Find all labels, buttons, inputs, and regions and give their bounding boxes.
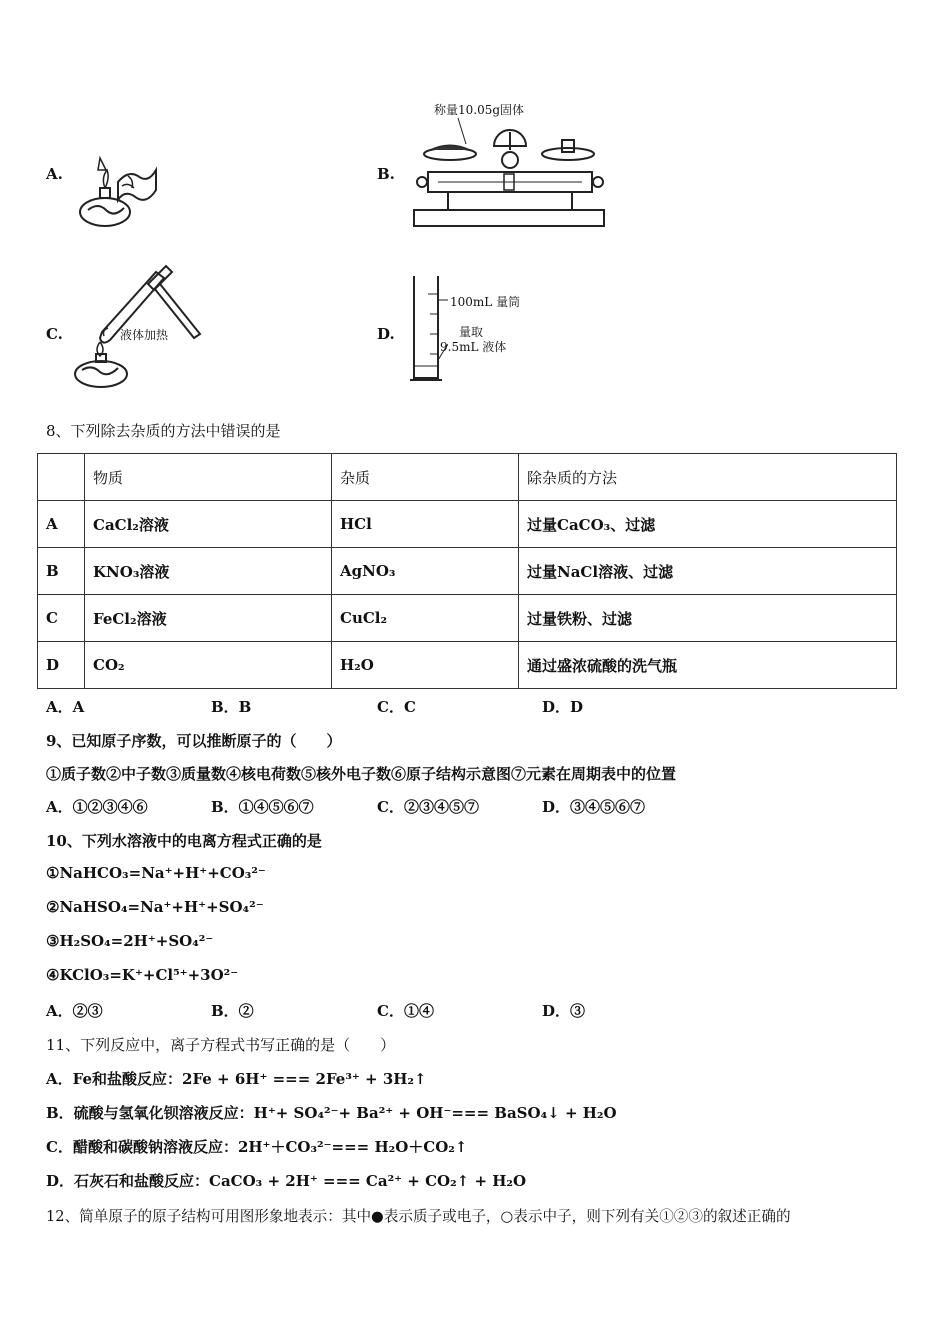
table-row — [38, 595, 897, 642]
table-header-cell — [38, 454, 85, 501]
q9-items: ①质子数②中子数③质量数④核电荷数⑤核外电子数⑥原子结构示意图⑦元素在周期表中的位置 — [46, 765, 677, 783]
q9-choice-d[interactable]: D．③④⑤⑥⑦ — [542, 798, 646, 816]
table-cell: HCl — [332, 501, 519, 548]
q12-stem: 12、简单原子的原子结构可用图形象地表示：其中●表示质子或电子，○表示中子，则下列有关①②③的叙述正确的 — [46, 1208, 791, 1225]
table-row — [38, 548, 897, 595]
q10-choice-a[interactable]: A．②③ — [46, 1002, 103, 1020]
table-cell: 过量NaCl溶液、过滤 — [519, 548, 897, 595]
q9-choice-a[interactable]: A．①②③④⑥ — [46, 798, 148, 816]
q11-option-d[interactable]: D．石灰石和盐酸反应：CaCO₃ + 2H⁺ === Ca²⁺ + CO₂↑ + H₂O — [46, 1172, 527, 1190]
test-tube-caption: 液体加热 — [120, 328, 169, 342]
q9-stem: 9、已知原子序数，可以推断原子的（ ） — [46, 732, 342, 750]
table-cell: C — [38, 595, 85, 642]
table-header-row — [38, 454, 897, 501]
table-header-cell: 物质 — [85, 454, 332, 501]
option-a-label: A. — [46, 165, 63, 183]
cylinder-caption-1: 100mL 量筒 — [450, 295, 521, 309]
q10-choice-c[interactable]: C．①④ — [377, 1002, 434, 1020]
table-cell: CuCl₂ — [332, 595, 519, 642]
table-cell: CaCl₂溶液 — [85, 501, 332, 548]
balance-caption: 称量10.05g固体 — [434, 103, 525, 117]
table-cell: 过量铁粉、过滤 — [519, 595, 897, 642]
table-row — [38, 642, 897, 689]
q11-option-b[interactable]: B．硫酸与氢氧化钡溶液反应：H⁺+ SO₄²⁻+ Ba²⁺ + OH⁻=== BaSO₄↓ + H₂O — [46, 1104, 617, 1122]
q10-eq-1: ①NaHCO₃=Na⁺+H⁺+CO₃²⁻ — [46, 864, 266, 882]
table-cell: AgNO₃ — [332, 548, 519, 595]
q8-choice-c[interactable]: C．C — [377, 698, 416, 716]
q9-choice-b[interactable]: B．①④⑤⑥⑦ — [211, 798, 314, 816]
q9-choice-c[interactable]: C．②③④⑤⑦ — [377, 798, 479, 816]
table-cell: A — [38, 501, 85, 548]
q8-choice-a[interactable]: A．A — [46, 698, 85, 716]
impurity-table — [37, 453, 897, 689]
q10-choice-d[interactable]: D．③ — [542, 1002, 586, 1020]
table-header-cell: 除杂质的方法 — [519, 454, 897, 501]
table-cell: D — [38, 642, 85, 689]
table-header-cell: 杂质 — [332, 454, 519, 501]
table-cell: 通过盛浓硫酸的洗气瓶 — [519, 642, 897, 689]
table-cell: CO₂ — [85, 642, 332, 689]
q8-choice-b[interactable]: B．B — [211, 698, 252, 716]
cylinder-caption-2a: 量取 — [459, 325, 484, 339]
q11-option-a[interactable]: A．Fe和盐酸反应：2Fe + 6H⁺ === 2Fe³⁺ + 3H₂↑ — [46, 1070, 427, 1088]
table-row — [38, 501, 897, 548]
option-b-label: B. — [377, 165, 395, 183]
q10-eq-3: ③H₂SO₄=2H⁺+SO₄²⁻ — [46, 932, 214, 950]
q11-option-c[interactable]: C．醋酸和碳酸钠溶液反应：2H⁺＋CO₃²⁻=== H₂O＋CO₂↑ — [46, 1138, 468, 1156]
q8-stem: 8、下列除去杂质的方法中错误的是 — [46, 422, 281, 440]
table-cell: FeCl₂溶液 — [85, 595, 332, 642]
graduated-cylinder-figure — [408, 274, 448, 386]
q10-choice-b[interactable]: B．② — [211, 1002, 254, 1020]
q10-stem: 10、下列水溶液中的电离方程式正确的是 — [46, 832, 322, 850]
table-cell: KNO₃溶液 — [85, 548, 332, 595]
cylinder-caption-2b: 9.5mL 液体 — [440, 340, 507, 354]
table-cell: H₂O — [332, 642, 519, 689]
q10-eq-4: ④KClO₃=K⁺+Cl⁵⁺+3O²⁻ — [46, 966, 239, 984]
alcohol-lamp-figure — [70, 150, 160, 232]
table-cell: B — [38, 548, 85, 595]
q10-eq-2: ②NaHSO₄=Na⁺+H⁺+SO₄²⁻ — [46, 898, 264, 916]
q8-choice-d[interactable]: D．D — [542, 698, 584, 716]
option-d-label: D. — [377, 325, 395, 343]
table-cell: 过量CaCO₃、过滤 — [519, 501, 897, 548]
option-c-label: C. — [46, 325, 63, 343]
balance-figure — [408, 116, 608, 230]
q11-stem: 11、下列反应中，离子方程式书写正确的是（ ） — [46, 1036, 396, 1054]
